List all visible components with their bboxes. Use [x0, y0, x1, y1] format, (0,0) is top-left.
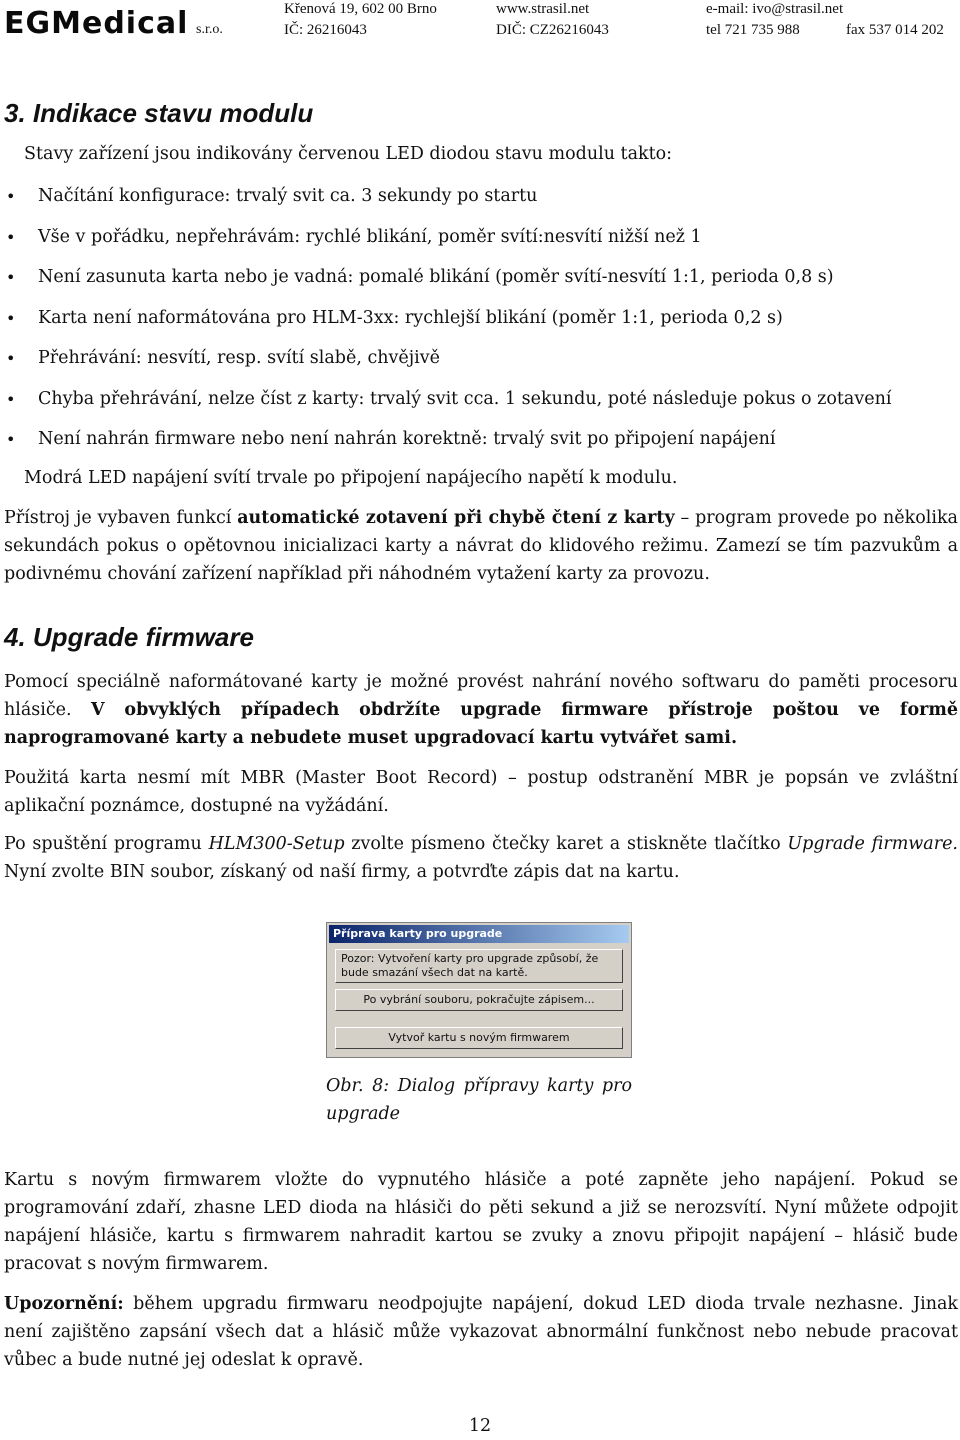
- figure-caption: Obr. 8: Dialog přípravy karty pro upgrade: [326, 1076, 632, 1124]
- setup-text: Po spuštění programu: [4, 834, 209, 854]
- setup-button-name: Upgrade firmware.: [787, 834, 958, 854]
- led-status-list: [0, 182, 891, 466]
- dialog-warning: Pozor: Vytvoření karty pro upgrade způsobí, že bude smazání všech dat na kartě.: [335, 949, 623, 983]
- blue-led-note: Modrá LED napájení svítí trvale po připojení napájecího napětí k modulu.: [24, 468, 678, 488]
- setup-text-mid: zvolte písmeno čtečky karet a stiskněte tlačítko: [344, 834, 788, 854]
- upgrade-dialog-figure: [326, 922, 632, 1058]
- page-header: [0, 0, 960, 46]
- mbr-paragraph: Použitá karta nesmí mít MBR (Master Boot Record) – postup odstranění MBR je popsán ve zvláštní aplikační poznámce, dostupné na vyžádání.: [4, 768, 958, 816]
- company-fax: fax 537 014 202: [846, 22, 944, 38]
- section-3-heading: 3. Indikace stavu modulu: [4, 98, 314, 128]
- warning-label: Upozornění:: [4, 1294, 124, 1314]
- list-item: • Není nahrán firmware nebo není nahrán korektně: trvalý svit po připojení napájení: [0, 425, 891, 466]
- company-web: www.strasil.net: [496, 1, 590, 17]
- upgrade-bold: V obvyklých případech obdržíte upgrade firmware přístroje poštou ve formě naprogramované karty a nebudete muset upgradovací kartu vytvářet sami.: [4, 700, 958, 748]
- setup-program-name: HLM300-Setup: [208, 834, 345, 854]
- list-item: • Karta není naformátována pro HLM-3xx: rychlejší blikání (poměr 1:1, perioda 0,2 s): [0, 304, 891, 345]
- recovery-text-rest: – program provede po několika sekundách pokus o opětovnou inicializaci karty a návrat do klidového režimu. Zamezí se tím pazvukům a podivnému chování zařízení například při náhodném vytažení karty za provozu.: [4, 508, 958, 584]
- upgrade-intro: [4, 668, 958, 752]
- recovery-text: Přístroj je vybaven funkcí: [4, 508, 238, 528]
- dialog-select-file-button: Po vybrání souboru, pokračujte zápisem...: [335, 989, 623, 1011]
- company-email: e-mail: ivo@strasil.net: [706, 1, 844, 17]
- recovery-paragraph: [4, 504, 958, 588]
- company-tel: tel 721 735 988: [706, 22, 800, 38]
- company-address: Křenová 19, 602 00 Brno: [284, 1, 437, 17]
- list-item: • Vše v pořádku, nepřehrávám: rychlé blikání, poměr svítí:nesvítí nižší než 1: [0, 223, 891, 264]
- company-dic: DIČ: CZ26216043: [496, 22, 609, 38]
- section-4-heading: 4. Upgrade firmware: [4, 622, 254, 652]
- upgrade-text: Pomocí speciálně naformátované karty je možné provést nahrání nového softwaru do paměti procesoru hlásiče.: [4, 672, 958, 720]
- list-item: • Chyba přehrávání, nelze číst z karty: trvalý svit cca. 1 sekundu, poté následuje pokus o zotavení: [0, 385, 891, 426]
- setup-paragraph: [4, 830, 958, 886]
- setup-text-end: Nyní zvolte BIN soubor, získaný od naší firmy, a potvrďte zápis dat na kartu.: [4, 862, 680, 882]
- warning-paragraph: [4, 1290, 958, 1374]
- list-item: • Načítání konfigurace: trvalý svit ca. 3 sekundy po startu: [0, 182, 891, 223]
- dialog-create-card-button: Vytvoř kartu s novým firmwarem: [335, 1027, 623, 1049]
- company-logo: EGMedical: [4, 6, 189, 41]
- section-3-intro: Stavy zařízení jsou indikovány červenou LED diodou stavu modulu takto:: [24, 144, 673, 164]
- recovery-bold: automatické zotavení při chybě čtení z karty: [237, 508, 675, 528]
- list-item: • Přehrávání: nesvítí, resp. svítí slabě, chvějivě: [0, 344, 891, 385]
- insert-card-paragraph: Kartu s novým firmwarem vložte do vypnutého hlásiče a poté zapněte jeho napájení. Pokud se programování zdaří, zhasne LED dioda na hlásiči do pěti sekund a již se nerozsvítí. Nyní můžete odpojit napájení hlásiče, kartu s firmwarem nahradit kartou se zvuky a znovu připojit napájení – hlásič bude pracovat s novým firmwarem.: [4, 1170, 958, 1274]
- page-number: 12: [468, 1416, 492, 1436]
- warning-text: během upgradu firmwaru neodpojujte napájení, dokud LED dioda trvale nezhasne. Jinak není zajištěno zapsání všech dat a hlásič může vykazovat abnormální funkčnost nebo nebude pracovat vůbec a bude nutné jej odeslat k opravě.: [4, 1294, 958, 1370]
- company-ic: IČ: 26216043: [284, 22, 367, 38]
- company-suffix: s.r.o.: [196, 22, 223, 37]
- list-item: • Není zasunuta karta nebo je vadná: pomalé blikání (poměr svítí-nesvítí 1:1, perioda 0,8 s): [0, 263, 891, 304]
- dialog-title: Příprava karty pro upgrade: [329, 925, 629, 943]
